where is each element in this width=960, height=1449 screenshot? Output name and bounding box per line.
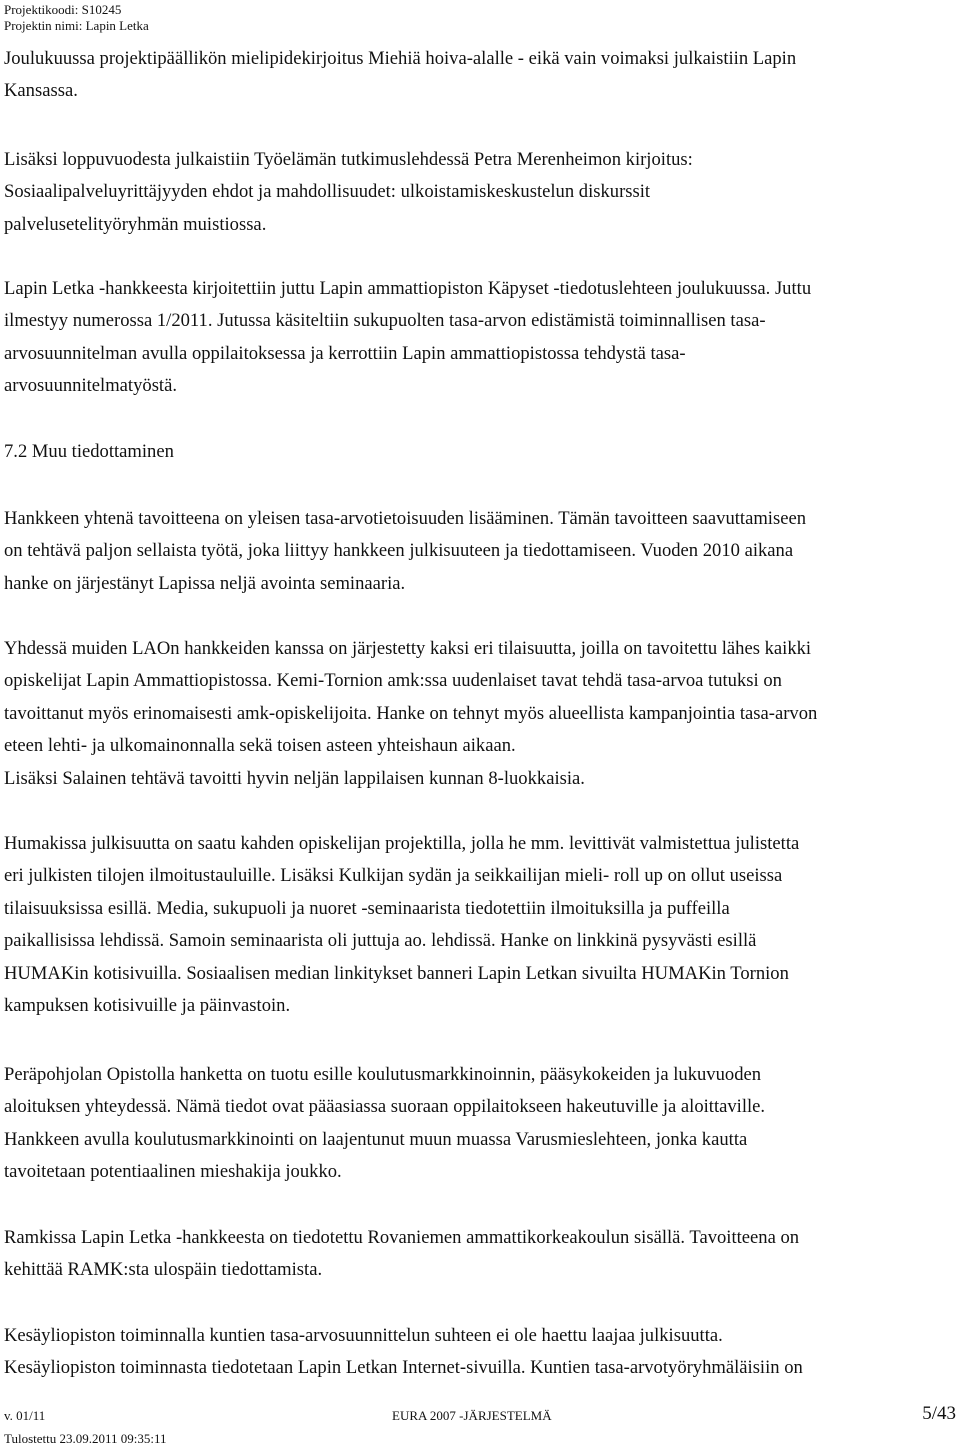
text-line: Humakissa julkisuutta on saatu kahden opiskelijan projektilla, jolla he mm. levittivät valmistettua julistetta xyxy=(4,833,800,854)
paragraph-kapyset-article xyxy=(4,273,956,403)
text-line: eri julkisten tilojen ilmoitustauluille. Lisäksi Kulkijan sydän ja seikkailijan mieli- roll up on ollut useissa xyxy=(4,865,783,887)
text-line: paikallisissa lehdissä. Samoin seminaarista oli juttuja ao. lehdissä. Hanke on linkkinä pysyvästi esillä xyxy=(4,930,757,952)
paragraph-ramk xyxy=(4,1222,956,1287)
text-line: arvosuunnitelmatyöstä. xyxy=(4,375,177,397)
paragraph-awareness-goal xyxy=(4,503,956,600)
text-line: hanke on järjestänyt Lapissa neljä avointa seminaaria. xyxy=(4,572,406,594)
text-line: arvosuunnitelman avulla oppilaitoksessa ja kerrottiin Lapin ammattiopistossa tehdystä tasa- xyxy=(4,342,686,364)
page-number: 5/43 xyxy=(922,1403,956,1424)
text-line: Kesäyliopiston toiminnasta tiedotetaan Lapin Letkan Internet-sivuilla. Kuntien tasa-arvotyöryhmäläisiin on xyxy=(4,1357,803,1379)
printed-timestamp: Tulostettu 23.09.2011 09:35:11 xyxy=(4,1431,167,1446)
paragraph-humak xyxy=(4,828,956,1022)
section-title: 7.2 Muu tiedottaminen xyxy=(4,441,174,462)
text-line: aloituksen yhteydessä. Nämä tiedot ovat pääasiassa suoraan oppilaitokseen hakeutuville ja aloittaville. xyxy=(4,1096,766,1118)
text-line: Kesäyliopiston toiminnalla kuntien tasa-arvosuunnittelun suhteen ei ole haettu laajaa julkisuutta. xyxy=(4,1325,723,1346)
text-line: Hankkeen avulla koulutusmarkkinointi on laajentunut muun muassa Varusmieslehteen, jonka kautta xyxy=(4,1128,748,1150)
section-heading xyxy=(4,436,956,468)
paragraph-kesayliopisto xyxy=(4,1320,956,1385)
text-line: HUMAKin kotisivuilla. Sosiaalisen median linkitykset banneri Lapin Letkan sivuilta HUMAKin Tornion xyxy=(4,962,789,984)
text-line: Ramkissa Lapin Letka -hankkeesta on tiedotettu Rovaniemen ammattikorkeakoulun sisällä. Tavoitteena on xyxy=(4,1227,800,1248)
text-line: tavoittanut myös erinomaisesti amk-opiskelijoita. Hanke on tehnyt myös alueellista kampanjointia tasa-arvon xyxy=(4,702,818,724)
project-name: Projektin nimi: Lapin Letka xyxy=(4,18,149,33)
text-line: Sosiaalipalveluyrittäjyyden ehdot ja mahdollisuudet: ulkoistamiskeskustelun diskurssit xyxy=(4,181,651,203)
text-line: Lapin Letka -hankkeesta kirjoitettiin juttu Lapin ammattiopiston Käpyset -tiedotuslehteen joulukuussa. Juttu xyxy=(4,278,812,299)
paragraph-lao-events xyxy=(4,633,956,795)
text-line: on tehtävä paljon sellaista työtä, joka liittyy hankkeen julkisuuteen ja tiedottamiseen. Vuoden 2010 aikana xyxy=(4,540,794,562)
text-line: Yhdessä muiden LAOn hankkeiden kanssa on järjestetty kaksi eri tilaisuutta, joilla on tavoitettu lähes kaikki xyxy=(4,638,812,659)
text-line: kehittää RAMK:sta ulospäin tiedottamista. xyxy=(4,1259,323,1281)
text-line: Joulukuussa projektipäällikön mielipidekirjoitus Miehiä hoiva-alalle - eikä vain voimaksi julkaistiin Lapin xyxy=(4,48,797,69)
paragraph-column-op-ed xyxy=(4,43,956,108)
text-line: Kansassa. xyxy=(4,80,78,102)
paragraph-journal-article xyxy=(4,144,956,241)
text-line: Lisäksi loppuvuodesta julkaistiin Työelämän tutkimuslehdessä Petra Merenheimon kirjoitus: xyxy=(4,149,693,170)
text-line: opiskelijat Lapin Ammattiopistossa. Kemi-Tornion amk:ssa uudenlaiset tavat tehdä tasa-arvoa tutuksi on xyxy=(4,670,782,692)
paragraph-perapohjola xyxy=(4,1059,956,1189)
page-header xyxy=(4,2,149,34)
system-name: EURA 2007 -JÄRJESTELMÄ xyxy=(392,1408,552,1423)
version-label: v. 01/11 xyxy=(4,1408,46,1423)
project-code: Projektikoodi: S10245 xyxy=(4,2,122,17)
text-line: tilaisuuksissa esillä. Media, sukupuoli ja nuoret -seminaarista tiedotettiin ilmoituksilla ja puffeilla xyxy=(4,897,730,919)
text-line: Hankkeen yhtenä tavoitteena on yleisen tasa-arvotietoisuuden lisääminen. Tämän tavoitteen saavuttamiseen xyxy=(4,508,807,529)
text-line: Peräpohjolan Opistolla hanketta on tuotu esille koulutusmarkkinoinnin, pääsykokeiden ja lukuvuoden xyxy=(4,1064,762,1085)
text-line: palvelusetelityöryhmän muistiossa. xyxy=(4,213,267,235)
text-line: tavoitetaan potentiaalinen mieshakija joukko. xyxy=(4,1161,342,1183)
text-line: Lisäksi Salainen tehtävä tavoitti hyvin neljän lappilaisen kunnan 8-luokkaisia. xyxy=(4,767,585,789)
text-line: kampuksen kotisivuille ja päinvastoin. xyxy=(4,994,291,1016)
text-line: ilmestyy numerossa 1/2011. Jutussa käsiteltiin sukupuolten tasa-arvon edistämistä toiminnallisen tasa- xyxy=(4,310,766,332)
text-line: eteen lehti- ja ulkomainonnalla sekä toisen asteen yhteishaun aikaan. xyxy=(4,735,516,757)
page-footer xyxy=(0,1400,960,1449)
